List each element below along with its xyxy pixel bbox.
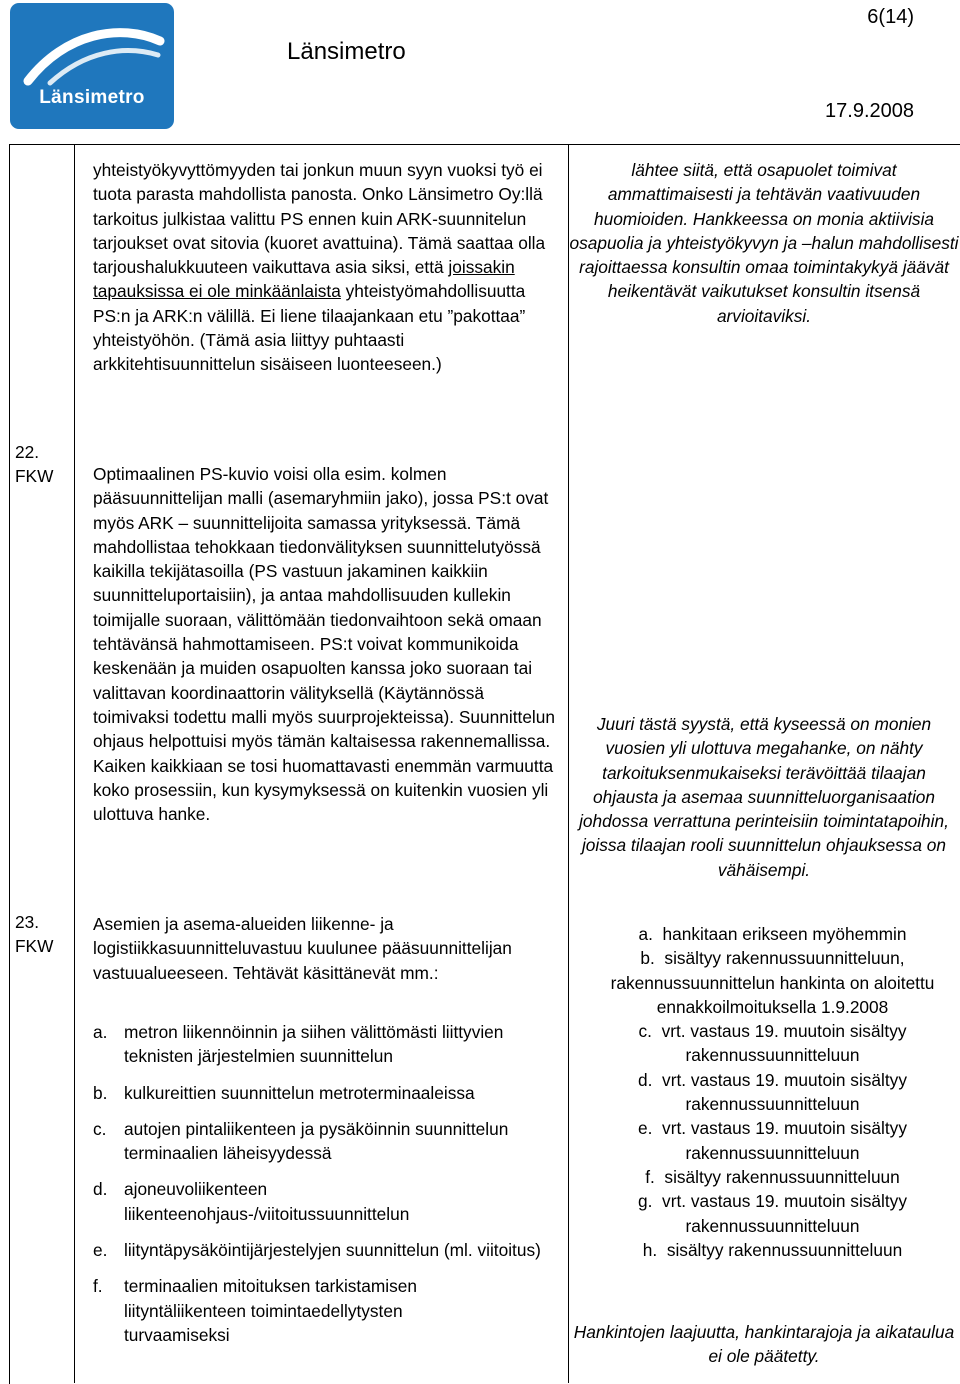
answer-23-footer: Hankintojen laajuutta, hankintarajoja ja aikataulua ei ole päätetty. [573, 1322, 955, 1367]
question-23-list [93, 1020, 555, 1347]
list-item: d. vrt. vastaus 19. muutoin sisältyy rakennussuunnitteluun [638, 1069, 907, 1115]
row-number: 23. [15, 912, 40, 932]
page-number: 6(14) [867, 6, 914, 28]
list-item: a. hankitaan erikseen myöhemmin [638, 924, 907, 944]
list-item: e. vrt. vastaus 19. muutoin sisältyy rakennussuunnitteluun [638, 1118, 907, 1163]
list-item: c. vrt. vastaus 19. muutoin sisältyy rakennussuunnitteluun [638, 1021, 907, 1066]
row-number: 22. [15, 442, 40, 462]
question-text: yhteistyömahdollisuutta PS:n ja ARK:n välillä. Ei liene tilaajankaan etu ”pakottaa” yhteistyöhön. (Tämä asia liittyy puhtaasti arkkitehtisuunnittelun sisäiseen luonteeseen.) [93, 281, 526, 375]
logo-text: Länsimetro [39, 87, 145, 108]
list-item: a. metron liikennöinnin ja siihen välittömästi liittyvien teknisten järjestelmien suunnittelun [93, 1022, 504, 1067]
question-text: yhteistyökyvyttömyyden tai jonkun muun syyn vuoksi työ ei tuota parasta mahdollista panosta. Onko Länsimetro Oy:llä tarkoitus julkistaa valittu PS ennen kuin ARK-suunnitelun tarjoukset ovat sitovia (kuoret avattuina). Tämä saattaa olla tarjoushalukkuuteen vaikuttava asia siksi, että [93, 160, 546, 278]
row-code: FKW [15, 936, 54, 956]
list-item: d. ajoneuvoliikenteen liikenteenohjaus-/viitoitussuunnittelun [93, 1179, 410, 1224]
row-code: FKW [15, 466, 54, 486]
question-22: Optimaalinen PS-kuvio voisi olla esim. kolmen pääsuunnittelijan malli (asemaryhmiin jako), jossa PS:t ovat myös ARK – suunnittelijoita samassa yrityksessä. Tämä mahdollistaa tehokkaan tiedonvälityksen suunnittelutyössä kaikilla tekijätasoilla (PS vastuun jakaminen kaikkiin suunnitteluportaisiin), ja antaa mahdollisuuden kullekin toimijalle suoraan, välittömään tiedonvaihtoon sekä omaan tehtävänsä hahmottamiseen. PS:t voivat kommunikoida keskenään ja muiden osapuolten kanssa joko suoraan tai valittavan koordinaattorin välityksellä (Käytännössä toimivaksi todettu malli myös suurprojekteissa). Suunnittelun ohjaus helpottuisi myös tämän kaltaisessa rakennemallissa. Kaiken kaikkiaan se tosi huomattavasti enemmän varmuutta koko prosessiin, kun kysymyksessä on kuitenkin vuosien yli ulottuva hanke. [93, 464, 555, 825]
list-item: e. liityntäpysäköintijärjestelyjen suunnittelun (ml. viitoitus) [93, 1240, 541, 1261]
list-item: g. vrt. vastaus 19. muutoin sisältyy rakennussuunnitteluun [638, 1191, 907, 1236]
column-divider [74, 144, 75, 1383]
list-item: f. terminaalien mitoituksen tarkistamisen liityntäliikenteen toimintaedellytysten turvaamiseksi [93, 1276, 417, 1345]
list-item: c. autojen pintaliikenteen ja pysäköinnin suunnittelun terminaalien läheisyydessä [93, 1118, 509, 1164]
question-continued [93, 158, 563, 377]
question-23: Asemien ja asema-alueiden liikenne- ja logistiikkasuunnitteluvastuu kuulunee pääsuunnittelijan vastuualueeseen. Tehtävät käsittänevät mm.: [93, 914, 512, 983]
answer-continued: lähtee siitä, että osapuolet toimivat ammattimaisesti ja tehtävän vaativuuden huomioiden. Hankkeessa on monia aktiivisia osapuolia ja yhteistyökyvyn ja –halun mahdollisesti rajoittaessa konsultin omaa toimintakykyä jäävät heikentävät vaikutukset konsultin itsensä arvioitaviksi. [569, 160, 959, 326]
question-underlined-text: joissakin tapauksissa ei ole minkäänlaista [93, 257, 515, 302]
list-item: b. sisältyy rakennussuunnitteluun, rakennussuunnittelun hankinta on aloitettu ennakkoilmoituksella 1.9.2008 [610, 948, 935, 1017]
answer-22: Juuri tästä syystä, että kyseessä on monien vuosien yli ulottuva megahanke, on nähty tarkoituksenmukaiseksi terävöittää tilaajan ohjausta ja asemaa suunnitteluorganisaation johdossa verrattuna perinteisiin toimintatapoihin, joissa tilaajan rooli suunnittelun ohjauksessa on vähäisempi. [579, 714, 949, 880]
list-item: h. sisältyy rakennussuunnitteluun [642, 1239, 903, 1260]
document-title: Länsimetro [287, 38, 406, 65]
list-item: b. kulkureittien suunnittelun metroterminaaleissa [93, 1082, 475, 1103]
lansimetro-logo [10, 3, 174, 129]
document-date: 17.9.2008 [825, 100, 914, 122]
list-item: f. sisältyy rakennussuunnitteluun [645, 1166, 900, 1187]
answer-23-list [600, 922, 945, 1262]
logo-swoosh-icon [10, 3, 174, 129]
